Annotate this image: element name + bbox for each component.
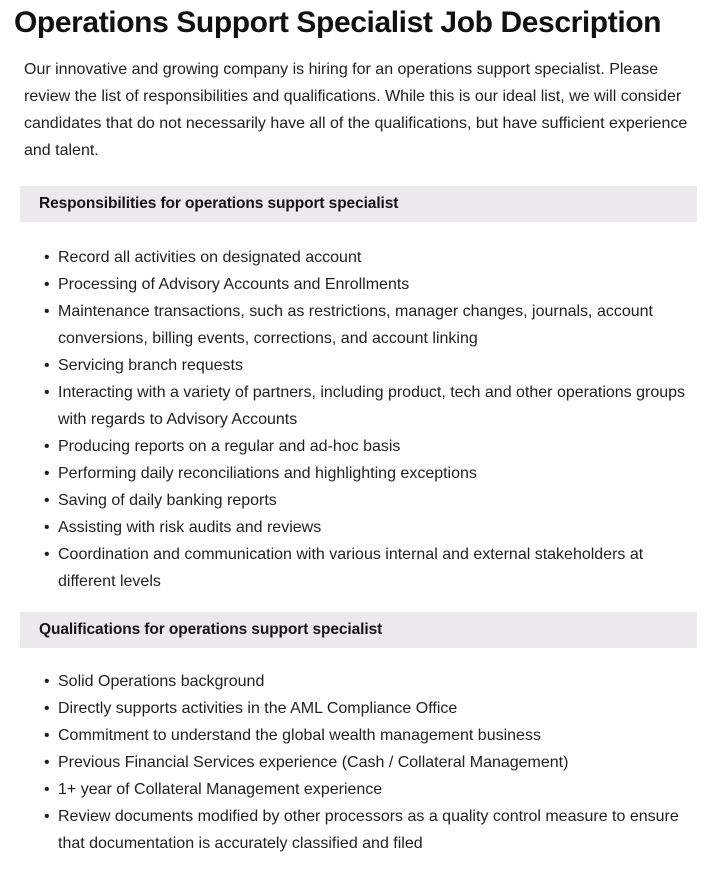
- list-item: [44, 487, 700, 514]
- bullet-icon: •: [44, 727, 50, 744]
- list-item: [44, 749, 700, 776]
- list-item: [44, 514, 700, 541]
- bullet-icon: •: [44, 781, 50, 798]
- section-responsibilities: [0, 164, 720, 595]
- list-item-label: Performing daily reconciliations and highlighting exceptions: [58, 465, 477, 482]
- bullet-icon: •: [44, 808, 50, 825]
- list-item: [44, 379, 700, 433]
- bullet-icon: •: [44, 546, 50, 563]
- bullet-icon: •: [44, 303, 50, 320]
- bullet-icon: •: [44, 249, 50, 266]
- list-item: [44, 541, 700, 595]
- bullet-icon: •: [44, 519, 50, 536]
- list-item-label: Servicing branch requests: [58, 357, 243, 374]
- list-item-label: Assisting with risk audits and reviews: [58, 519, 322, 536]
- bullet-icon: •: [44, 438, 50, 455]
- list-item-label: Producing reports on a regular and ad-hoc basis: [58, 438, 401, 455]
- list-item-label: Solid Operations background: [58, 673, 265, 690]
- list-item: [44, 460, 700, 487]
- list-item: [44, 776, 700, 803]
- bullet-icon: •: [44, 465, 50, 482]
- qualifications-list: [0, 648, 720, 857]
- list-item-label: Directly supports activities in the AML Compliance Office: [58, 700, 458, 717]
- section-qualifications: [0, 595, 720, 857]
- bullet-icon: •: [44, 492, 50, 509]
- bullet-icon: •: [44, 700, 50, 717]
- bullet-icon: •: [44, 673, 50, 690]
- section-header-label: Qualifications for operations support specialist: [39, 621, 383, 639]
- list-item-label: Review documents modified by other processors as a quality control measure to ensure that documentation is accurately classified and filed: [58, 808, 679, 852]
- page-title: Operations Support Specialist Job Description: [14, 6, 662, 39]
- list-item-label: Record all activities on designated account: [58, 249, 362, 266]
- list-item: [44, 298, 700, 352]
- list-item-label: Saving of daily banking reports: [58, 492, 277, 509]
- list-item: [44, 244, 700, 271]
- section-header-label: Responsibilities for operations support specialist: [39, 195, 399, 213]
- list-item: [44, 271, 700, 298]
- list-item: [44, 695, 700, 722]
- bullet-icon: •: [44, 754, 50, 771]
- list-item-label: Coordination and communication with various internal and external stakeholders at different levels: [58, 546, 644, 590]
- bullet-icon: •: [44, 384, 50, 401]
- list-item-label: 1+ year of Collateral Management experience: [58, 781, 383, 798]
- section-header-responsibilities: [20, 186, 697, 222]
- list-item: [44, 803, 700, 857]
- list-item-label: Commitment to understand the global wealth management business: [58, 727, 541, 744]
- section-header-qualifications: [20, 612, 697, 648]
- list-item: [44, 433, 700, 460]
- list-item: [44, 352, 700, 379]
- list-item-label: Previous Financial Services experience (Cash / Collateral Management): [58, 754, 569, 771]
- list-item-label: Processing of Advisory Accounts and Enrollments: [58, 276, 410, 293]
- intro-paragraph: Our innovative and growing company is hiring for an operations support specialist. Please review the list of responsibilities and qualifications. While this is our ideal list, we will consider candidates that do not necessarily have all of the qualifications, but have sufficient experience and talent.: [24, 61, 688, 159]
- list-item: [44, 722, 700, 749]
- list-item: [44, 668, 700, 695]
- responsibilities-list: [0, 222, 720, 595]
- bullet-icon: •: [44, 276, 50, 293]
- bullet-icon: •: [44, 357, 50, 374]
- list-item-label: Maintenance transactions, such as restrictions, manager changes, journals, account conversions, billing events, corrections, and account linking: [58, 303, 653, 347]
- list-item-label: Interacting with a variety of partners, including product, tech and other operations groups with regards to Advisory Accounts: [58, 384, 686, 428]
